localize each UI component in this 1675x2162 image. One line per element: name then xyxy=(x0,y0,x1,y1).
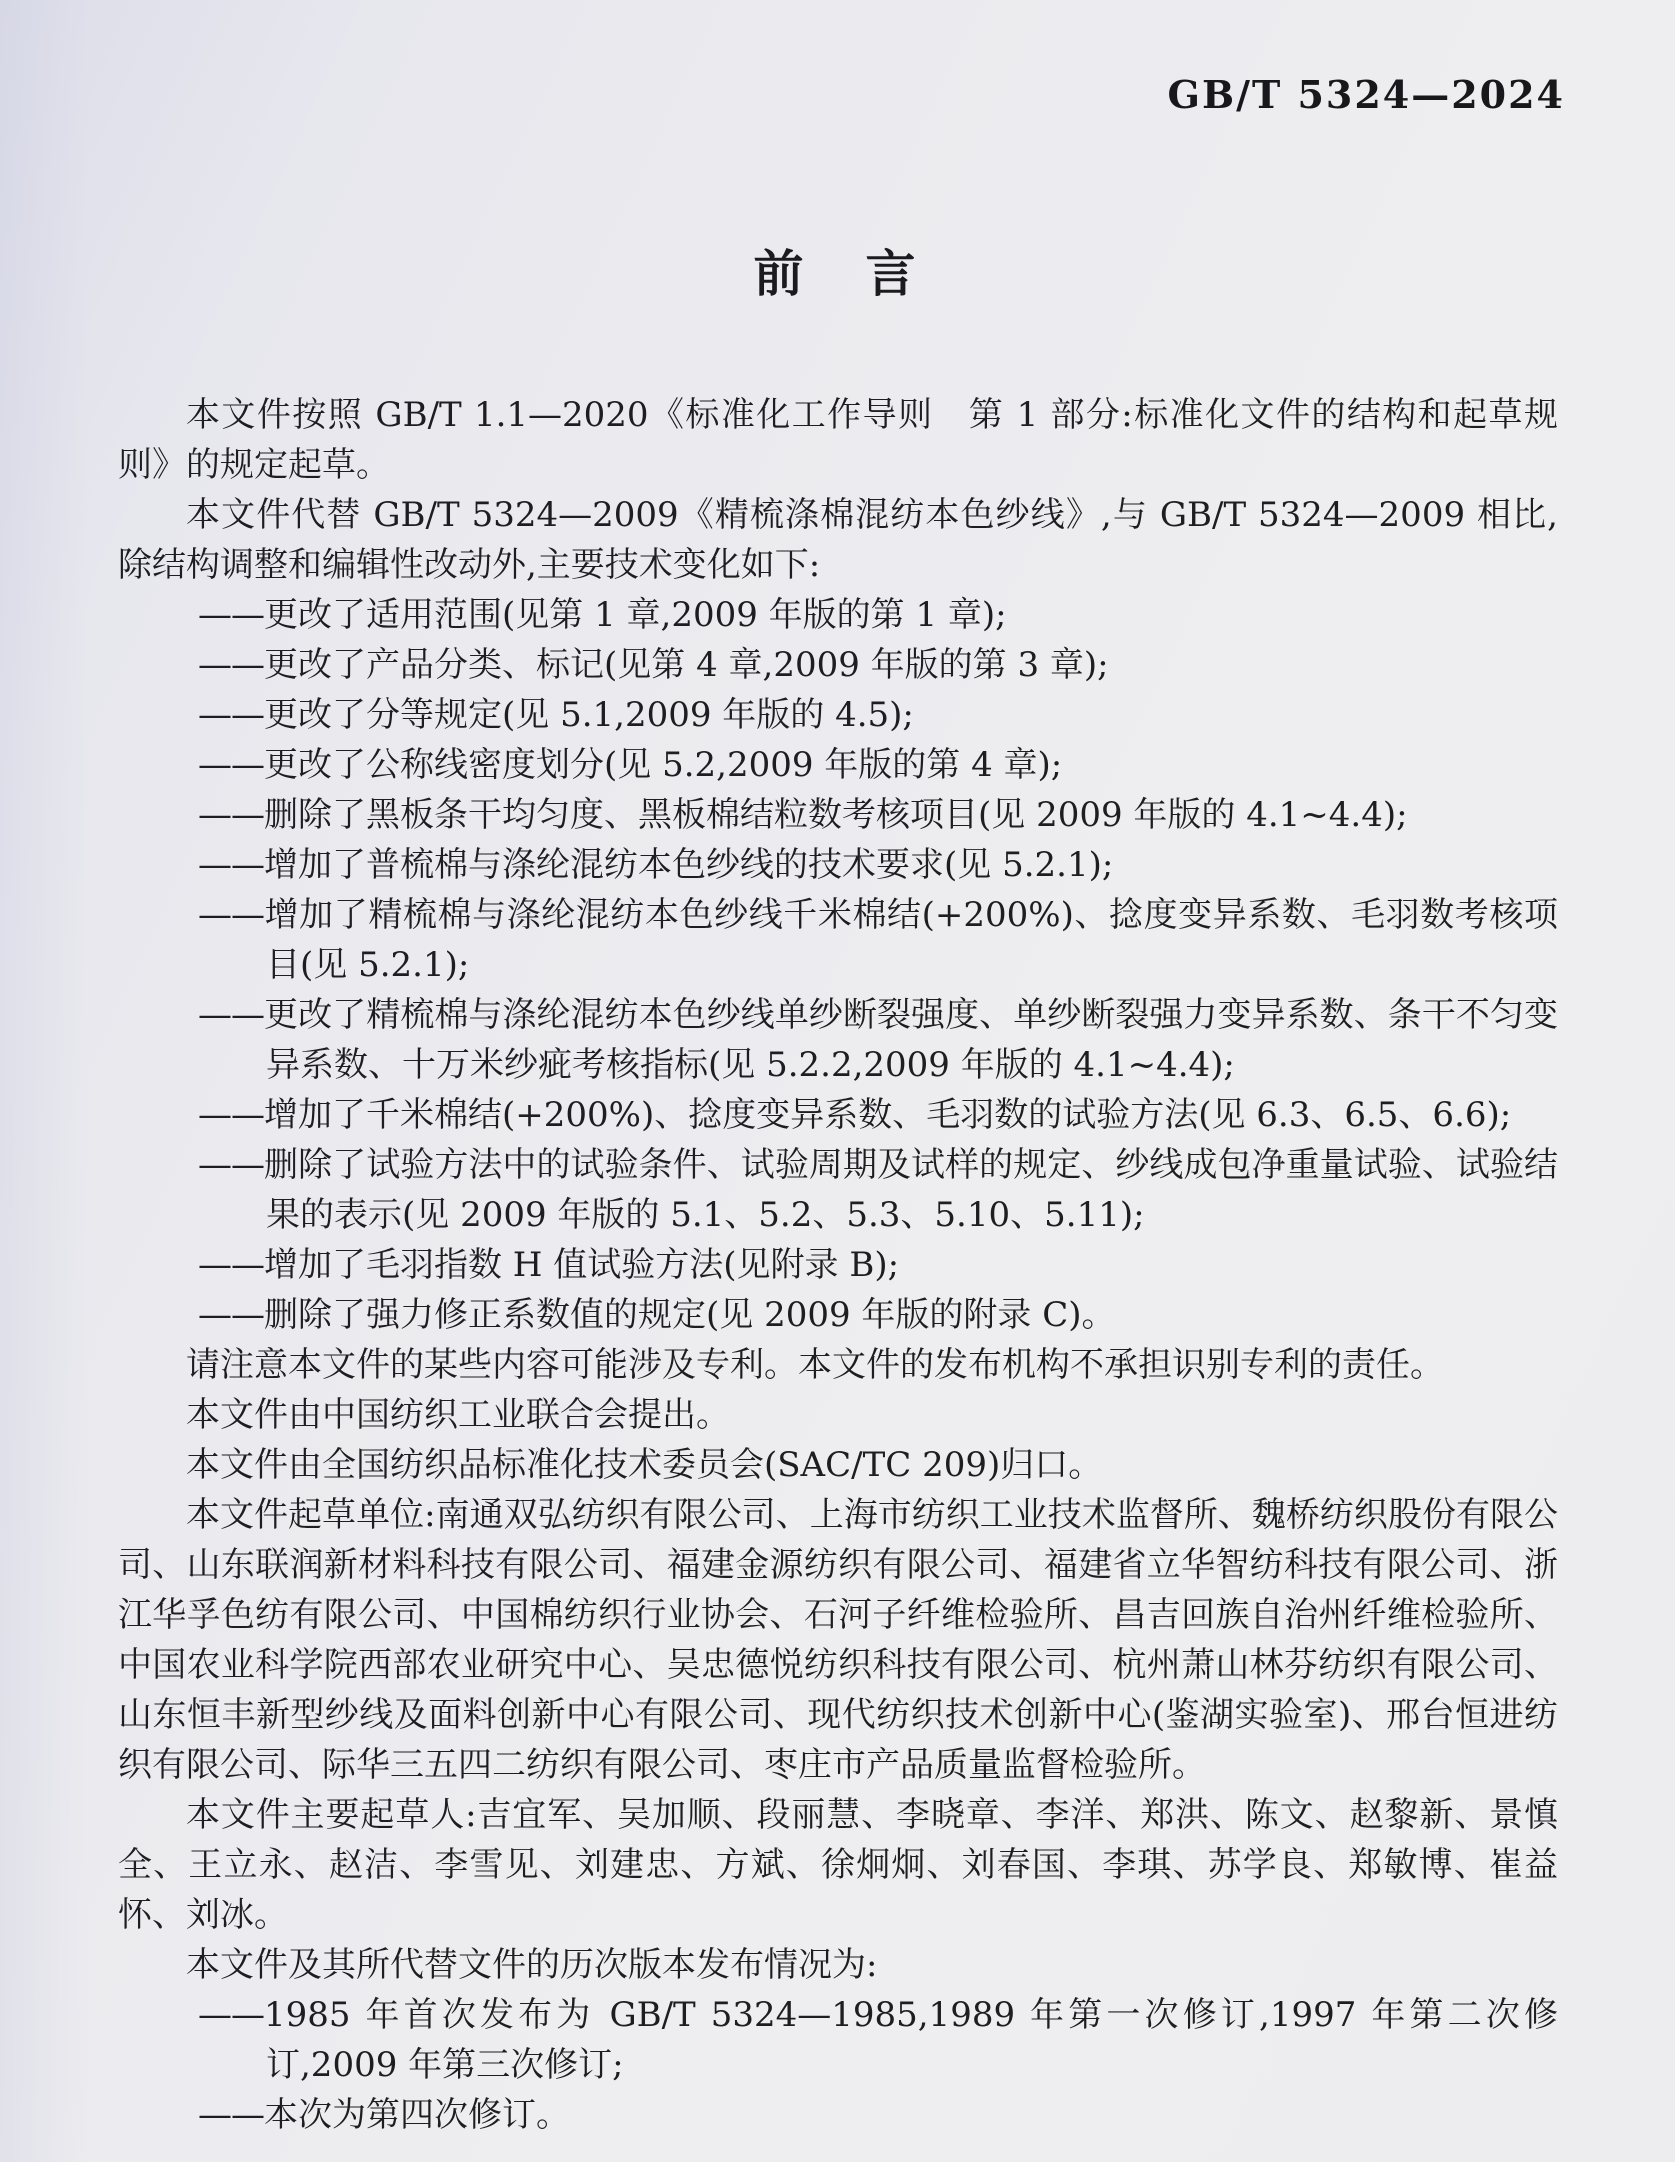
standard-number: GB/T 5324—2024 xyxy=(1167,72,1565,117)
item-text: 更改了精梳棉与涤纶混纺本色纱线单纱断裂强度、单纱断裂强力变异系数、条干不匀变异系数、十万米纱疵考核指标(见 5.2.2,2009 年版的 4.1~4.4); xyxy=(264,995,1558,1085)
change-list-item xyxy=(118,1140,1558,1240)
item-text: 更改了分等规定(见 5.1,2009 年版的 4.5); xyxy=(264,695,914,735)
item-dash: —— xyxy=(198,1295,264,1335)
item-dash: —— xyxy=(198,1145,264,1185)
item-text: 本次为第四次修订。 xyxy=(264,2095,570,2135)
item-dash: —— xyxy=(198,2095,264,2135)
change-list-item xyxy=(118,1290,1558,1340)
item-dash: —— xyxy=(198,595,264,635)
change-list-item xyxy=(118,740,1558,790)
item-text: 更改了适用范围(见第 1 章,2009 年版的第 1 章); xyxy=(264,595,1007,635)
paragraph: 本文件由全国纺织品标准化技术委员会(SAC/TC 209)归口。 xyxy=(186,1445,1103,1485)
change-list-item xyxy=(118,640,1558,690)
change-list-item xyxy=(118,590,1558,640)
item-text: 删除了试验方法中的试验条件、试验周期及试样的规定、纱线成包净重量试验、试验结果的表示(见 2009 年版的 5.1、5.2、5.3、5.10、5.11); xyxy=(264,1145,1558,1235)
change-list-item xyxy=(118,1990,1558,2090)
paragraph: 本文件按照 GB/T 1.1—2020《标准化工作导则 第 1 部分:标准化文件的结构和起草规则》的规定起草。 xyxy=(118,395,1558,485)
foreword-title: 前 言 xyxy=(753,244,922,303)
paragraph: 本文件及其所代替文件的历次版本发布情况为: xyxy=(186,1945,878,1985)
item-text: 删除了黑板条干均匀度、黑板棉结粒数考核项目(见 2009 年版的 4.1~4.4); xyxy=(264,795,1408,835)
item-text: 增加了精梳棉与涤纶混纺本色纱线千米棉结(+200%)、捻度变异系数、毛羽数考核项目(见 5.2.1); xyxy=(264,895,1558,985)
item-dash: —— xyxy=(198,695,264,735)
foreword-body xyxy=(118,390,1558,2140)
change-list-item xyxy=(118,790,1558,840)
item-dash: —— xyxy=(198,1095,264,1135)
item-text: 增加了普梳棉与涤纶混纺本色纱线的技术要求(见 5.2.1); xyxy=(264,845,1114,885)
change-list-item xyxy=(118,990,1558,1090)
paragraph: 请注意本文件的某些内容可能涉及专利。本文件的发布机构不承担识别专利的责任。 xyxy=(186,1345,1444,1385)
change-list-item xyxy=(118,1090,1558,1140)
item-dash: —— xyxy=(198,845,264,885)
item-dash: —— xyxy=(198,1245,264,1285)
item-text: 增加了千米棉结(+200%)、捻度变异系数、毛羽数的试验方法(见 6.3、6.5、6.6); xyxy=(264,1095,1512,1135)
item-dash: —— xyxy=(198,1995,264,2035)
item-dash: —— xyxy=(198,995,264,1035)
item-text: 增加了毛羽指数 H 值试验方法(见附录 B); xyxy=(264,1245,900,1285)
item-text: 删除了强力修正系数值的规定(见 2009 年版的附录 C)。 xyxy=(264,1295,1116,1335)
paragraph: 本文件代替 GB/T 5324—2009《精梳涤棉混纺本色纱线》,与 GB/T 5324—2009 相比,除结构调整和编辑性改动外,主要技术变化如下: xyxy=(118,495,1558,585)
change-list-item xyxy=(118,2090,1558,2140)
item-text: 更改了公称线密度划分(见 5.2,2009 年版的第 4 章); xyxy=(264,745,1063,785)
paragraph: 本文件主要起草人:吉宜军、吴加顺、段丽慧、李晓章、李洋、郑洪、陈文、赵黎新、景慎全、王立永、赵洁、李雪见、刘建忠、方斌、徐炯炯、刘春国、李琪、苏学良、郑敏博、崔益怀、刘冰。 xyxy=(118,1795,1558,1935)
item-dash: —— xyxy=(198,645,264,685)
item-dash: —— xyxy=(198,745,264,785)
item-dash: —— xyxy=(198,895,264,935)
change-list-item xyxy=(118,890,1558,990)
item-text: 1985 年首次发布为 GB/T 5324—1985,1989 年第一次修订,1997 年第二次修订,2009 年第三次修订; xyxy=(264,1995,1558,2085)
change-list-item xyxy=(118,840,1558,890)
paragraph: 本文件由中国纺织工业联合会提出。 xyxy=(186,1395,730,1435)
item-dash: —— xyxy=(198,795,264,835)
paragraph: 本文件起草单位:南通双弘纺织有限公司、上海市纺织工业技术监督所、魏桥纺织股份有限公司、山东联润新材料科技有限公司、福建金源纺织有限公司、福建省立华智纺科技有限公司、浙江华孚色纺有限公司、中国棉纺织行业协会、石河子纤维检验所、昌吉回族自治州纤维检验所、中国农业科学院西部农业研究中心、吴忠德悦纺织科技有限公司、杭州萧山林芬纺织有限公司、山东恒丰新型纱线及面料创新中心有限公司、现代纺织技术创新中心(鉴湖实验室)、邢台恒进纺织有限公司、际华三五四二纺织有限公司、枣庄市产品质量监督检验所。 xyxy=(118,1495,1558,1785)
change-list-item xyxy=(118,690,1558,740)
item-text: 更改了产品分类、标记(见第 4 章,2009 年版的第 3 章); xyxy=(264,645,1109,685)
change-list-item xyxy=(118,1240,1558,1290)
